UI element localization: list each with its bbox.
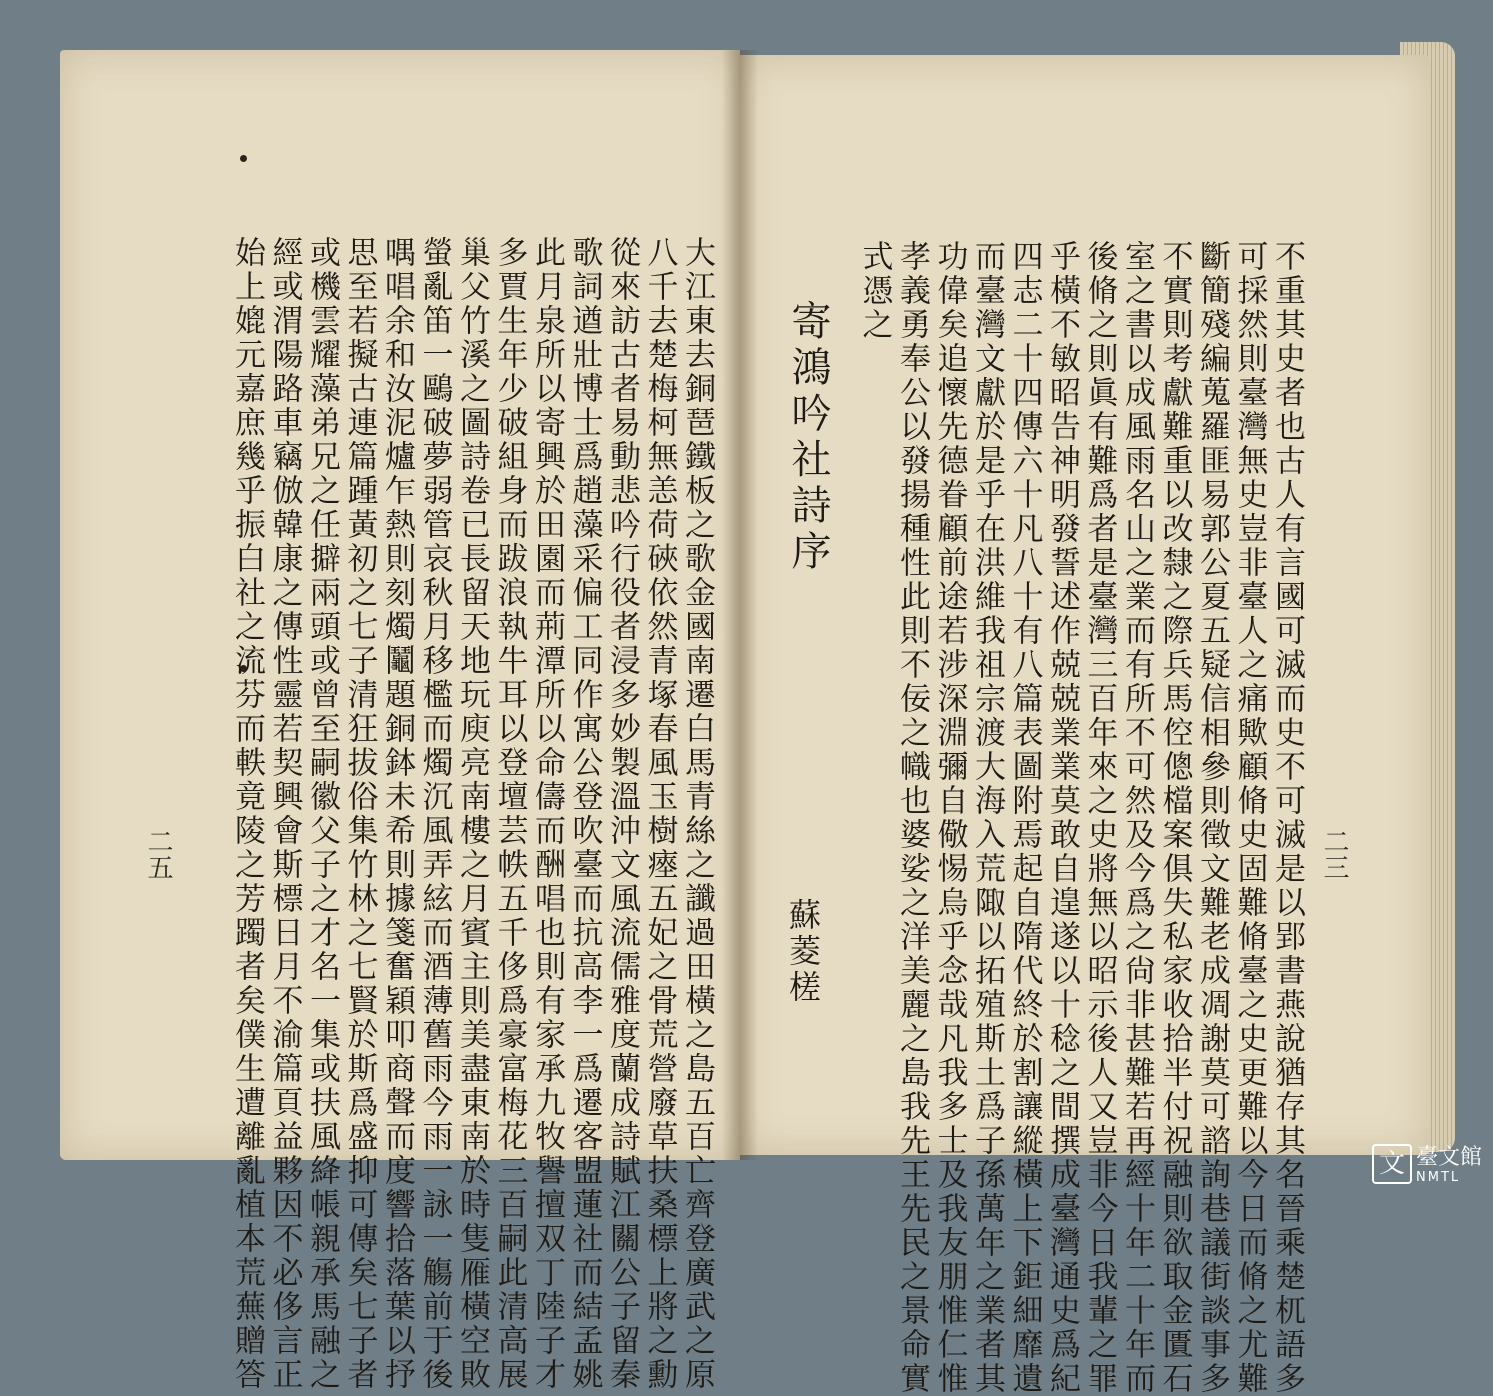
nmtl-logo-icon: 文 bbox=[1372, 1144, 1412, 1184]
text-column: 室之書以成風雨名山之業而有所不可然及今爲之尙非甚難若再經十年二十年而 bbox=[1119, 240, 1155, 1396]
text-column: 功偉矣追懷先德眷顧前途若涉深淵彌自儆惕烏乎念哉凡我多士及我友朋惟仁惟 bbox=[931, 240, 968, 1396]
text-column: 螢亂笛一鷗破夢弱管哀秋月移檻而燭沉風弄絃而酒薄舊雨今雨一詠一觴前于後 bbox=[416, 236, 453, 1392]
text-column: 始上媲元嘉庶幾乎振白社之流芬而軼竟陵之芳躅者矣僕生遭離亂植本荒蕪贈答 bbox=[229, 236, 265, 1392]
text-column: 從來訪古者易動悲吟行役者浸多妙製溫沖文風流儒雅度蘭成詩賦江關公子留秦 bbox=[604, 236, 640, 1392]
text-column: 思至若擬古連篇踵黃初之七子清狂拔俗集竹林之七賢於斯爲盛抑可傳矣七子者 bbox=[341, 236, 378, 1392]
article-author: 蘇菱槎 bbox=[784, 898, 822, 1006]
left-page-number: 二五 bbox=[143, 828, 173, 880]
book-gutter bbox=[722, 50, 758, 1160]
text-column: 或機雲耀藻弟兄之任擗兩頭或曾至嗣徽父子之才名一集或扶風絳帳親承馬融之 bbox=[304, 236, 340, 1392]
article-title: 寄鴻吟社詩序 bbox=[785, 300, 831, 576]
text-column: 巢父竹溪之圖詩卷已長留天地玩庾亮南樓之月賓主則美盡東南於時隻雁橫空敗 bbox=[454, 236, 490, 1392]
text-column: 八千去楚梅柯無恙荷硤依然青塚春風玉樹瘞五妃之骨荒營廢草扶桑標上將之勳 bbox=[641, 236, 678, 1392]
text-column: 四志二十四傳六十凡八十有八篇表圖附焉起自隋代終於割讓縱橫上下鉅細靡遺 bbox=[1006, 240, 1043, 1396]
text-column: 而臺灣文獻於是乎在洪維我祖宗渡大海入荒陬以拓殖斯土爲子孫萬年之業者其 bbox=[969, 240, 1005, 1396]
text-column: 不實則考獻難重以改隸之際兵馬倥傯檔案俱失私家收拾半付祝融則欲取金匱石 bbox=[1156, 240, 1193, 1396]
nmtl-abbr: NMTL bbox=[1416, 1170, 1461, 1185]
right-page-number: 二三 bbox=[1319, 828, 1349, 880]
text-column: 大江東去銅琶鐵板之歌金國南遷白馬青絲之讖過田橫之島五百亡齊登廣武之原 bbox=[679, 236, 715, 1392]
text-column: 多賈生年少破組身而跋浪執牛耳以登壇芸帙五千侈爲豪富梅花三百嗣此清高展 bbox=[491, 236, 528, 1392]
text-column: 不重其史者也古人有言國可滅而史不可滅是以郢書燕說猶存其名晉乘楚杌語多 bbox=[1269, 240, 1305, 1396]
text-column: 孝義勇奉公以發揚種性此則不佞之幟也婆娑之洋美麗之島我先王先民之景命實 bbox=[894, 240, 930, 1396]
text-column: 此月泉所以寄興於田園而荊潭所以命儔而酬唱也則有家承九牧譽擅双丁陸子才 bbox=[529, 236, 565, 1392]
text-column: 乎橫不敏昭告神明發誓述作兢兢業業莫敢自遑遂以十稔之間撰成臺灣通史爲紀 bbox=[1044, 240, 1080, 1396]
nmtl-name: 臺文館 bbox=[1416, 1145, 1483, 1170]
nmtl-watermark bbox=[1372, 1140, 1487, 1194]
text-column: 歌詞遒壯博士爲趙藻采偏工同作寓公登吹臺而抗高李一爲遷客盟蓮社而結孟姚 bbox=[566, 236, 603, 1392]
text-column: 式憑之 bbox=[856, 240, 893, 342]
text-column: 經或渭陽路車竊倣韓康之傳性靈若契興會斯標日月不渝篇頁益夥因不必侈言正 bbox=[266, 236, 303, 1392]
text-column: 可採然則臺灣無史豈非臺人之痛歟顧脩史固難脩臺之史更難以今日而脩之尤難 bbox=[1231, 240, 1268, 1396]
binding-hole bbox=[240, 155, 247, 162]
text-column: 喁唱余和汝泥爐乍熱則刻燭鬮題銅鉢未希則據箋奮穎叩商聲而度響拾落葉以抒 bbox=[379, 236, 415, 1392]
text-column: 斷簡殘編蒐羅匪易郭公夏五疑信相參則徵文難老成凋謝莫可諮詢巷議街談事多 bbox=[1194, 240, 1230, 1396]
text-column: 後脩之則眞有難爲者是臺灣三百年來之史將無以昭示後人又豈非今日我輩之罪 bbox=[1081, 240, 1118, 1396]
